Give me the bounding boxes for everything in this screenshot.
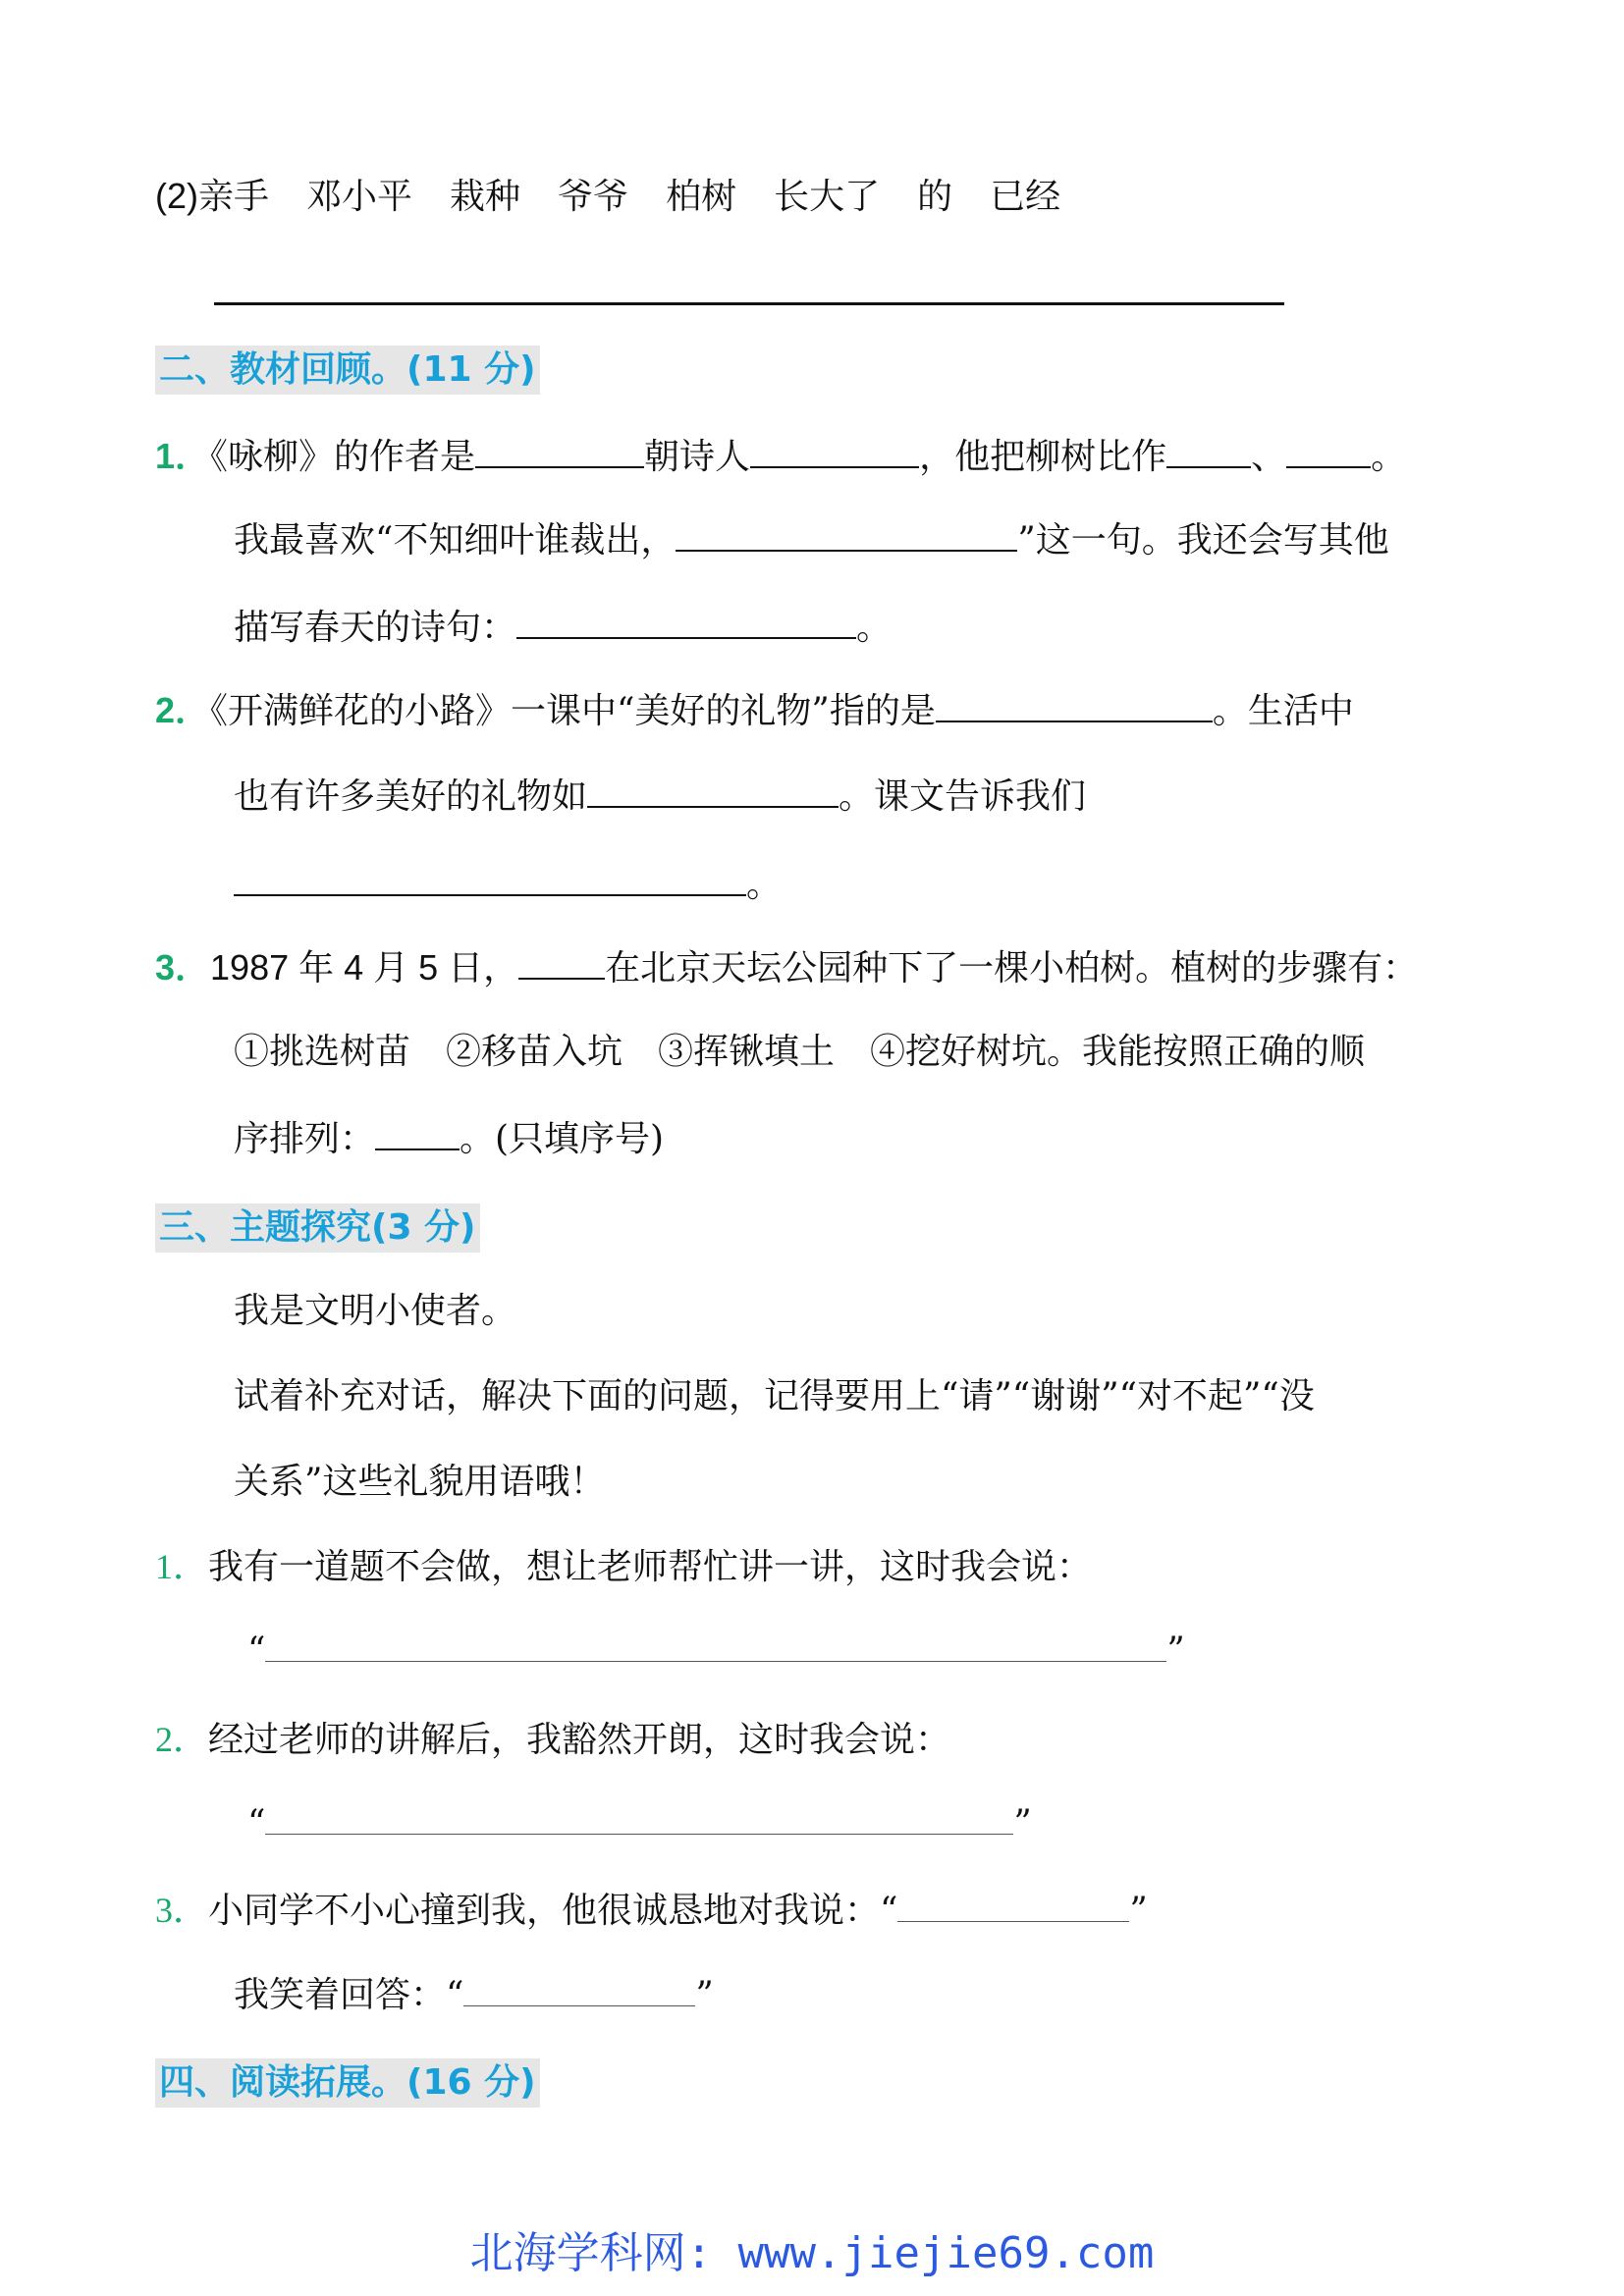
theme-question-2: 2．经过老师的讲解后，我豁然开朗，这时我会说：: [155, 1720, 951, 1760]
theme-intro-3: 关系”这些礼貌用语哦！: [234, 1462, 606, 1502]
question-number: 1．: [155, 436, 211, 476]
blank-lesson[interactable]: [234, 865, 746, 896]
word-item: 亲手: [198, 177, 270, 217]
q2-prefix: (2): [155, 176, 198, 216]
blank-metaphor-2[interactable]: [1286, 437, 1371, 468]
word-item: 爷爷: [558, 177, 629, 217]
review-question-3-steps: ①挑选树苗 ②移苗入坑 ③挥锹填土 ④挖好树坑。我能按照正确的顺: [234, 1032, 1366, 1072]
word-item: 的: [917, 177, 953, 217]
answer-line[interactable]: [897, 1892, 1129, 1922]
theme-question-1-answer: “ ”: [247, 1630, 1185, 1671]
review-question-2-line3: 。: [234, 862, 782, 909]
review-question-2: 2．《开满鲜花的小路》一课中“美好的礼物”指的是 。生活中: [155, 690, 1354, 731]
theme-intro-2: 试着补充对话，解决下面的问题，记得要用上“请”“谢谢”“对不起”“没: [234, 1376, 1315, 1416]
section-header-theme: 三、主题探究(3 分): [155, 1203, 480, 1253]
blank-dynasty[interactable]: [475, 437, 644, 468]
q2-sentence-order: [155, 173, 1098, 221]
section-header-review: 二、教材回顾。(11 分): [155, 346, 540, 395]
blank-poem-line[interactable]: [676, 520, 1017, 552]
word-item: 栽种: [450, 177, 521, 217]
blank-gift-examples[interactable]: [587, 776, 839, 808]
question-number: 1．: [155, 1547, 209, 1586]
question-number: 3．: [155, 947, 211, 988]
answer-line[interactable]: [214, 302, 1284, 305]
theme-intro-1: 我是文明小使者。: [234, 1291, 517, 1331]
answer-line[interactable]: [463, 1976, 695, 2006]
theme-question-2-answer: “ ”: [247, 1803, 1032, 1843]
review-question-1-line2: 我最喜欢“不知细叶谁裁出， ”这一句。我还会写其他: [234, 520, 1389, 561]
blank-poet[interactable]: [750, 437, 919, 468]
word-item: 已经: [990, 177, 1061, 217]
word-item: 长大了: [774, 177, 881, 217]
review-question-3-line3: 序排列： 。(只填序号): [234, 1119, 665, 1159]
blank-order[interactable]: [375, 1119, 460, 1150]
theme-question-3-reply: 我笑着回答：“ ”: [234, 1975, 714, 2015]
blank-metaphor-1[interactable]: [1166, 437, 1251, 468]
question-number: 2．: [155, 690, 211, 730]
review-question-2-line2: 也有许多美好的礼物如 。课文告诉我们: [234, 776, 1087, 817]
theme-question-3: 3．小同学不小心撞到我，他很诚恳地对我说：“ ”: [155, 1891, 1148, 1931]
answer-line[interactable]: [265, 1804, 1013, 1835]
question-number: 3．: [155, 1891, 209, 1930]
word-item: 邓小平: [306, 177, 413, 217]
question-number: 2．: [155, 1720, 209, 1759]
blank-spring-poem[interactable]: [516, 608, 856, 639]
word-item: 柏树: [666, 177, 737, 217]
review-question-1: 1．《咏柳》的作者是 朝诗人 ，他把柳树比作 、 。: [155, 436, 1407, 477]
blank-person[interactable]: [518, 948, 605, 980]
review-question-1-line3: 描写春天的诗句： 。: [234, 608, 893, 648]
review-question-3: 3．1987 年 4 月 5 日， 在北京天坛公园种下了一棵小柏树。植树的步骤有：: [155, 947, 1419, 988]
section-header-reading: 四、阅读拓展。(16 分): [155, 2058, 540, 2108]
footer-watermark: 北海学科网: www.jiejie69.com: [469, 2228, 1155, 2278]
answer-line[interactable]: [265, 1631, 1166, 1662]
theme-question-1: 1．我有一道题不会做，想让老师帮忙讲一讲，这时我会说：: [155, 1547, 1093, 1587]
blank-gift-meaning[interactable]: [936, 691, 1213, 722]
